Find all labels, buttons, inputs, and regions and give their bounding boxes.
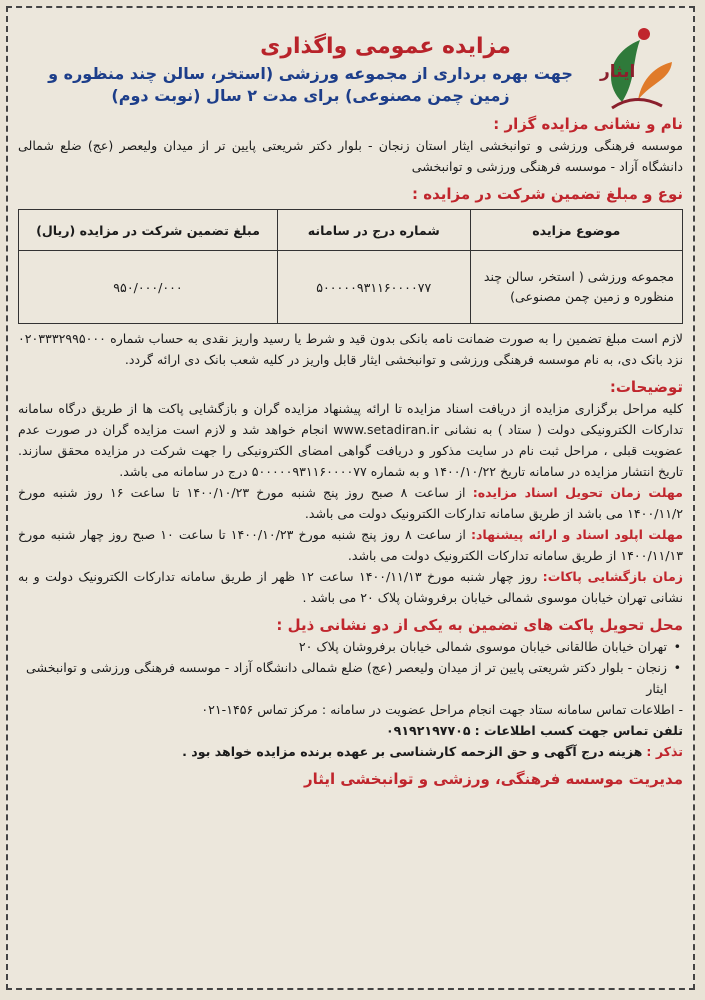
cell-guarantee-amount: ۹۵۰/۰۰۰/۰۰۰ [19,251,278,324]
guarantee-note: لازم است مبلغ تضمین را به صورت ضمانت نامه بانکی بدون قید و شرط یا رسید واریز نقدی به حساب شماره ۰۲۰۳۳۳۲۹۹۵۰۰۰ نزد بانک دی، به نام موسسه فرهنگی ورزشی و توانبخشی ایثار قابل واریز در کلیه شعب بانک دی ارائه گردد. [18,331,683,367]
guarantee-table [18,209,683,324]
phone-number: ۰۹۱۹۲۱۹۷۷۰۵ [385,723,471,738]
opening-time-text: روز چهار شنبه مورخ ۱۴۰۰/۱۱/۱۳ ساعت ۱۲ ظهر از طریق سامانه تدارکات الکترونیک دولت و به نشانی تهران خیابان موسوی شمالی خیابان برفروشان پلاک ۲۰ می باشد . [18,569,683,605]
notice-frame [6,6,695,990]
logo-text: ایثار [600,62,636,82]
opening-time [18,566,683,608]
cell-system-number: ۵۰۰۰۰۰۹۳۱۱۶۰۰۰۰۷۷ [277,251,470,324]
list-item: • زنجان - بلوار دکتر شریعتی پایین تر از میدان ولیعصر (عج) ضلع شمالی دانشگاه آزاد - موسسه فرهنگی ورزشی و توانبخشی ایثار [18,657,669,699]
delivery-address-list [18,636,683,699]
list-item: • تهران خیابان طالقانی خیابان موسوی شمالی خیابان برفروشان پلاک ۲۰ [18,636,669,657]
deadline-documents-text: از ساعت ۸ صبح روز پنج شنبه مورخ ۱۴۰۰/۱۰/۲۳ تا ساعت ۱۶ روز شنبه مورخ ۱۴۰۰/۱۱/۲ می باشد از طریق سامانه تدارکات الکترونیک دولت می باشد. [18,485,683,521]
deadline-upload-label: مهلت اپلود اسناد و ارائه پیشنهاد: [470,527,683,542]
reminder-text: هزینه درج آگهی و حق الزحمه کارشناسی بر عهده برنده مزایده خواهد بود . [182,744,643,759]
guarantee-heading: نوع و مبلغ تضمین شرکت در مزایده : [412,185,683,203]
phone-line [18,720,683,741]
notice-subtitle: جهت بهره برداری از مجموعه ورزشی (استخر، سالن چند منظوره و زمین چمن مصنوعی) برای مدت ۲ سال (نوبت دوم) [48,64,573,105]
footer-signature: مدیریت موسسه فرهنگی، ورزشی و توانبخشی ایثار [303,770,683,788]
notice-title: مزایده عمومی واگذاری [260,34,511,59]
column-header-system-number: شماره درج در سامانه [277,210,470,251]
reminder-label: تذکر : [646,744,683,759]
deadline-documents [18,482,683,524]
deadline-documents-label: مهلت زمان تحویل اسناد مزایده: [472,485,683,500]
explanations-text: کلیه مراحل برگزاری مزایده از دریافت اسناد مزایده تا ارائه پیشنهاد مزایده گران و بازگشایی پاکت ها از طریق درگاه سامانه تدارکات الکترونیکی دولت ( ستاد ) به نشانی www.setadiran.ir انجام خواهد شد و لازم است مزایده گران در صورت عدم عضویت قبلی ، مراحل ثبت نام در سایت مذکور و دریافت گواهی امضای الکترونیکی را جهت شرکت در مزایده محقق سازند. تاریخ انتشار مزایده در سامانه تاریخ ۱۴۰۰/۱۰/۲۲ و به شماره ۵۰۰۰۰۰۹۳۱۱۶۰۰۰۰۷۷ درج در سامانه می باشد. [18,401,683,479]
organizer-heading: نام و نشانی مزایده گزار : [493,115,683,133]
deadline-upload-text: از ساعت ۸ روز پنج شنبه مورخ ۱۴۰۰/۱۰/۲۳ تا ساعت ۱۰ صبح روز چهار شنبه مورخ ۱۴۰۰/۱۱/۱۳ از طریق سامانه تدارکات الکترونیک دولت می باشد. [18,527,683,563]
table-header-row [19,210,683,251]
opening-time-label: زمان بازگشایی پاکات: [542,569,683,584]
phone-label: تلفن تماس جهت کسب اطلاعات : [474,723,683,738]
column-header-guarantee-amount: مبلغ تضمین شرکت در مزایده (ریال) [19,210,278,251]
reminder-line [18,741,683,762]
organizer-address: موسسه فرهنگی ورزشی و توانبخشی ایثار استان زنجان - بلوار دکتر شریعتی پایین تر از میدان ولیعصر (عج) ضلع شمالی دانشگاه آزاد - موسسه فرهنگی ورزشی و توانبخشی [18,138,683,174]
setad-contact-info: - اطلاعات تماس سامانه ستاد جهت انجام مراحل عضویت در سامانه : مرکز تماس ۱۴۵۶-۰۲۱ [201,702,683,717]
explanations-heading: توضیحات: [609,378,683,396]
table-row [19,251,683,324]
delivery-heading: محل تحویل پاکت های تضمین به یکی از دو نشانی ذیل : [276,616,683,634]
cell-subject: مجموعه ورزشی ( استخر، سالن چند منظوره و زمین چمن مصنوعی) [470,251,682,324]
deadline-upload [18,524,683,566]
column-header-subject: موضوع مزایده [470,210,682,251]
